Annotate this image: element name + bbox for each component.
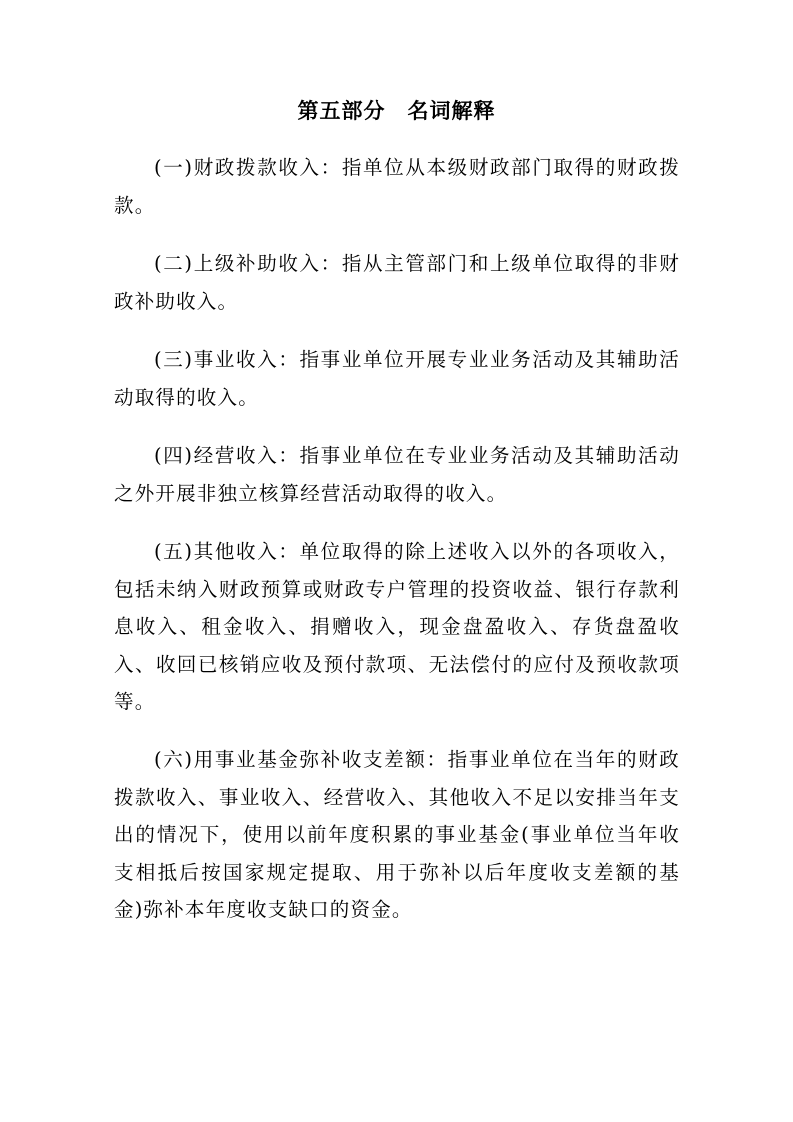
definition-business-fund-offset: (六)用事业基金弥补收支差额：指事业单位在当年的财政拨款收入、事业收入、经营收入、其他收入不足以安排当年支出的情况下，使用以前年度积累的事业基金(事业单位当年收支相抵后按国家规定提取、用于弥补以后年度收支差额的基金)弥补本年度收支缺口的资金。	[114, 748, 680, 921]
definition-fiscal-appropriation-income: (一)财政拨款收入：指单位从本级财政部门取得的财政拨款。	[114, 156, 680, 217]
section-title-name: 名词解释	[407, 98, 496, 123]
definition-other-income: (五)其他收入：单位取得的除上述收入以外的各项收入，包括未纳入财政预算或财政专户管理的投资收益、银行存款利息收入、租金收入、捐赠收入，现金盘盈收入、存货盘盈收入、收回已核销应收及预付款项、无法偿付的应付及预收款项等。	[114, 540, 680, 713]
definition-superior-subsidy-income: (二)上级补助收入：指从主管部门和上级单位取得的非财政补助收入。	[114, 252, 680, 313]
definition-business-income: (三)事业收入：指事业单位开展专业业务活动及其辅助活动取得的收入。	[114, 348, 680, 409]
section-title	[0, 96, 793, 126]
definition-operating-income: (四)经营收入：指事业单位在专业业务活动及其辅助活动之外开展非独立核算经营活动取得的收入。	[114, 444, 680, 505]
section-title-part: 第五部分	[297, 98, 386, 123]
